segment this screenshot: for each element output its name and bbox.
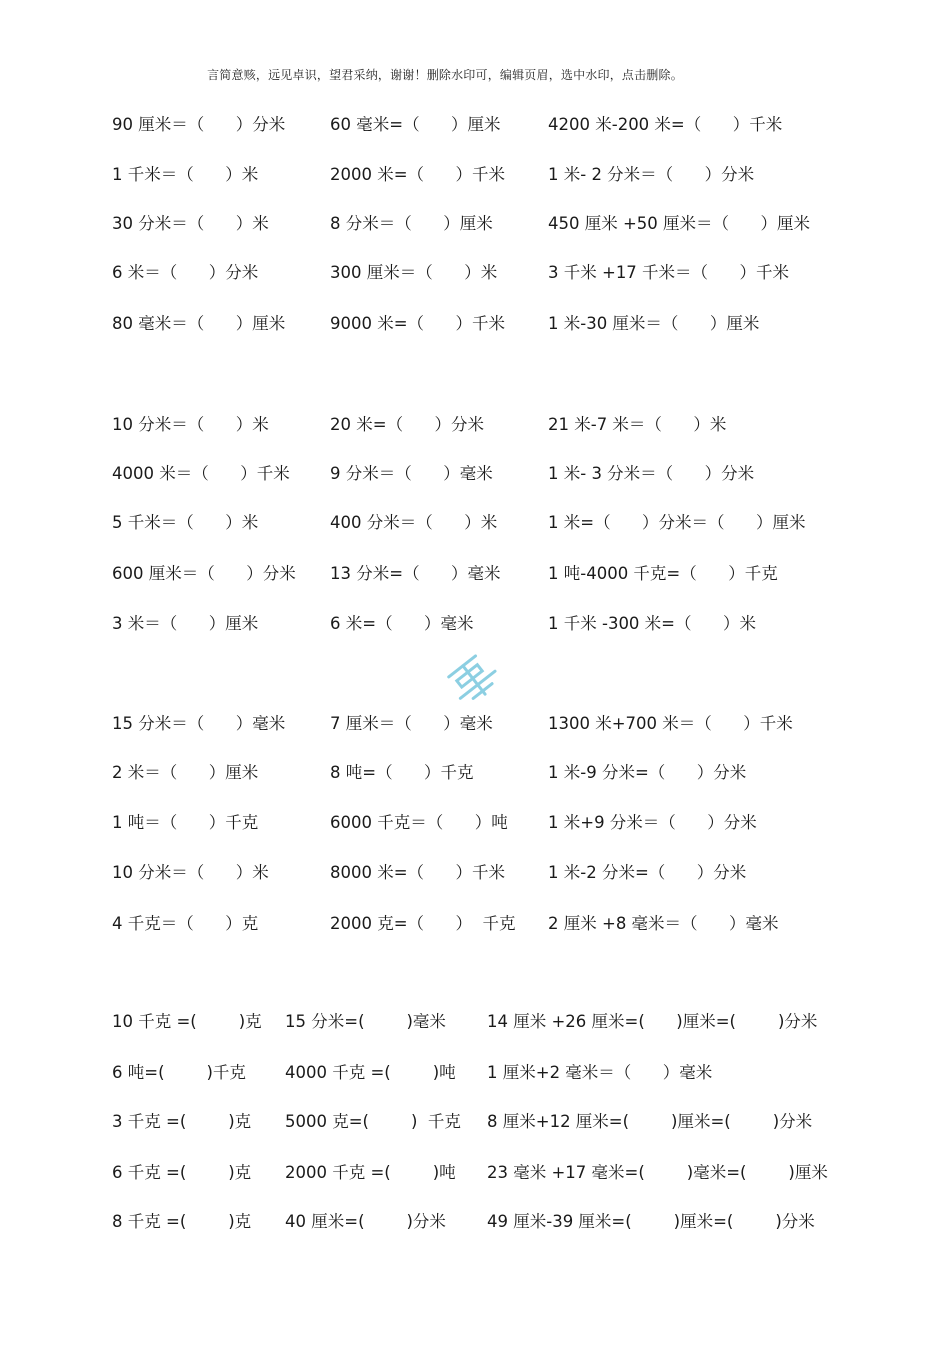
exercise-item: 14 厘米 +26 厘米=( )厘米=( )分米 xyxy=(487,1012,818,1031)
exercise-row xyxy=(0,313,950,337)
exercise-item: 23 毫米 +17 毫米=( )毫米=( )厘米 xyxy=(487,1163,828,1182)
exercise-item: 600 厘米＝（ ）分米 xyxy=(112,564,296,583)
exercise-item: 3 千克 =( )克 xyxy=(112,1112,252,1131)
exercise-item: 9 分米＝（ ）毫米 xyxy=(330,464,493,483)
exercise-item: 10 千克 =( )克 xyxy=(112,1012,262,1031)
exercise-item: 9000 米=（ ）千米 xyxy=(330,314,506,333)
exercise-item: 1300 米+700 米＝（ ）千米 xyxy=(548,714,793,733)
exercise-item: 8 厘米+12 厘米=( )厘米=( )分米 xyxy=(487,1112,813,1131)
exercise-item: 80 毫米＝（ ）厘米 xyxy=(112,314,286,333)
exercise-item: 3 米＝（ ）厘米 xyxy=(112,614,259,633)
exercise-item: 1 吨＝（ ）千克 xyxy=(112,813,259,832)
exercise-item: 40 厘米=( )分米 xyxy=(285,1212,446,1231)
exercise-row xyxy=(0,862,950,886)
exercise-item: 5000 克=( ) 千克 xyxy=(285,1112,461,1131)
exercise-item: 15 分米=( )毫米 xyxy=(285,1012,446,1031)
exercise-item: 6000 千克＝（ ）吨 xyxy=(330,813,508,832)
exercise-item: 1 米+9 分米＝（ ）分米 xyxy=(548,813,757,832)
exercise-row xyxy=(0,812,950,836)
exercise-item: 6 吨=( )千克 xyxy=(112,1063,246,1082)
exercise-item: 1 吨-4000 千克=（ ）千克 xyxy=(548,564,778,583)
exercise-item: 7 厘米＝（ ）毫米 xyxy=(330,714,493,733)
exercise-item: 3 千米 +17 千米＝（ ）千米 xyxy=(548,263,790,282)
exercise-item: 1 米- 3 分米＝（ ）分米 xyxy=(548,464,755,483)
exercise-item: 30 分米＝（ ）米 xyxy=(112,214,269,233)
exercise-item: 13 分米=（ ）毫米 xyxy=(330,564,501,583)
exercise-row xyxy=(0,1211,950,1235)
exercise-row xyxy=(0,1162,950,1186)
exercise-row xyxy=(0,1011,950,1035)
exercise-row xyxy=(0,114,950,138)
exercise-item: 4000 米＝（ ）千米 xyxy=(112,464,290,483)
exercise-item: 1 米-30 厘米＝（ ）厘米 xyxy=(548,314,760,333)
exercise-item: 2 米＝（ ）厘米 xyxy=(112,763,259,782)
exercise-row xyxy=(0,213,950,237)
exercise-row xyxy=(0,563,950,587)
exercise-item: 1 米-2 分米=（ ）分米 xyxy=(548,863,747,882)
exercise-item: 49 厘米-39 厘米=( )厘米=( )分米 xyxy=(487,1212,815,1231)
exercise-row xyxy=(0,762,950,786)
exercise-row xyxy=(0,713,950,737)
exercise-item: 6 千克 =( )克 xyxy=(112,1163,252,1182)
exercise-item: 6 米＝（ ）分米 xyxy=(112,263,259,282)
exercise-row xyxy=(0,613,950,637)
exercise-item: 10 分米＝（ ）米 xyxy=(112,863,269,882)
exercise-item: 5 千米＝（ ）米 xyxy=(112,513,259,532)
exercise-item: 20 米=（ ）分米 xyxy=(330,415,485,434)
exercise-item: 2000 千克 =( )吨 xyxy=(285,1163,456,1182)
exercise-item: 450 厘米 +50 厘米＝（ ）厘米 xyxy=(548,214,811,233)
exercise-item: 1 米-9 分米=（ ）分米 xyxy=(548,763,747,782)
exercise-item: 15 分米＝（ ）毫米 xyxy=(112,714,286,733)
exercise-item: 6 米=（ ）毫米 xyxy=(330,614,474,633)
exercise-item: 2 厘米 +8 毫米＝（ ）毫米 xyxy=(548,914,779,933)
exercise-item: 4 千克＝（ ）克 xyxy=(112,914,259,933)
page-header-notice: 言简意赅，远见卓识，望君采纳，谢谢！删除水印可，编辑页眉，选中水印，点击删除。 xyxy=(207,68,683,82)
exercise-item: 21 米-7 米＝（ ）米 xyxy=(548,415,727,434)
watermark-stamp xyxy=(438,652,510,708)
exercise-row xyxy=(0,512,950,536)
exercise-item: 8 分米＝（ ）厘米 xyxy=(330,214,493,233)
exercise-row xyxy=(0,262,950,286)
exercise-item: 2000 米=（ ）千米 xyxy=(330,165,506,184)
exercise-row xyxy=(0,913,950,937)
exercise-item: 8 吨=（ ）千克 xyxy=(330,763,474,782)
exercise-item: 60 毫米=（ ）厘米 xyxy=(330,115,501,134)
exercise-row xyxy=(0,463,950,487)
exercise-row xyxy=(0,1062,950,1086)
exercise-item: 1 千米 -300 米=（ ）米 xyxy=(548,614,756,633)
exercise-item: 1 千米＝（ ）米 xyxy=(112,165,259,184)
exercise-item: 8 千克 =( )克 xyxy=(112,1212,252,1231)
exercise-row xyxy=(0,1111,950,1135)
exercise-item: 1 米=（ ）分米＝（ ）厘米 xyxy=(548,513,806,532)
exercise-item: 300 厘米＝（ ）米 xyxy=(330,263,498,282)
exercise-row xyxy=(0,164,950,188)
exercise-item: 1 米- 2 分米＝（ ）分米 xyxy=(548,165,755,184)
exercise-item: 90 厘米＝（ ）分米 xyxy=(112,115,286,134)
exercise-item: 10 分米＝（ ）米 xyxy=(112,415,269,434)
exercise-item: 8000 米=（ ）千米 xyxy=(330,863,506,882)
exercise-item: 400 分米＝（ ）米 xyxy=(330,513,498,532)
exercise-row xyxy=(0,414,950,438)
exercise-item: 4000 千克 =( )吨 xyxy=(285,1063,456,1082)
exercise-item: 4200 米-200 米=（ ）千米 xyxy=(548,115,783,134)
exercise-item: 1 厘米+2 毫米＝（ ）毫米 xyxy=(487,1063,713,1082)
exercise-item: 2000 克=（ ） 千克 xyxy=(330,914,516,933)
